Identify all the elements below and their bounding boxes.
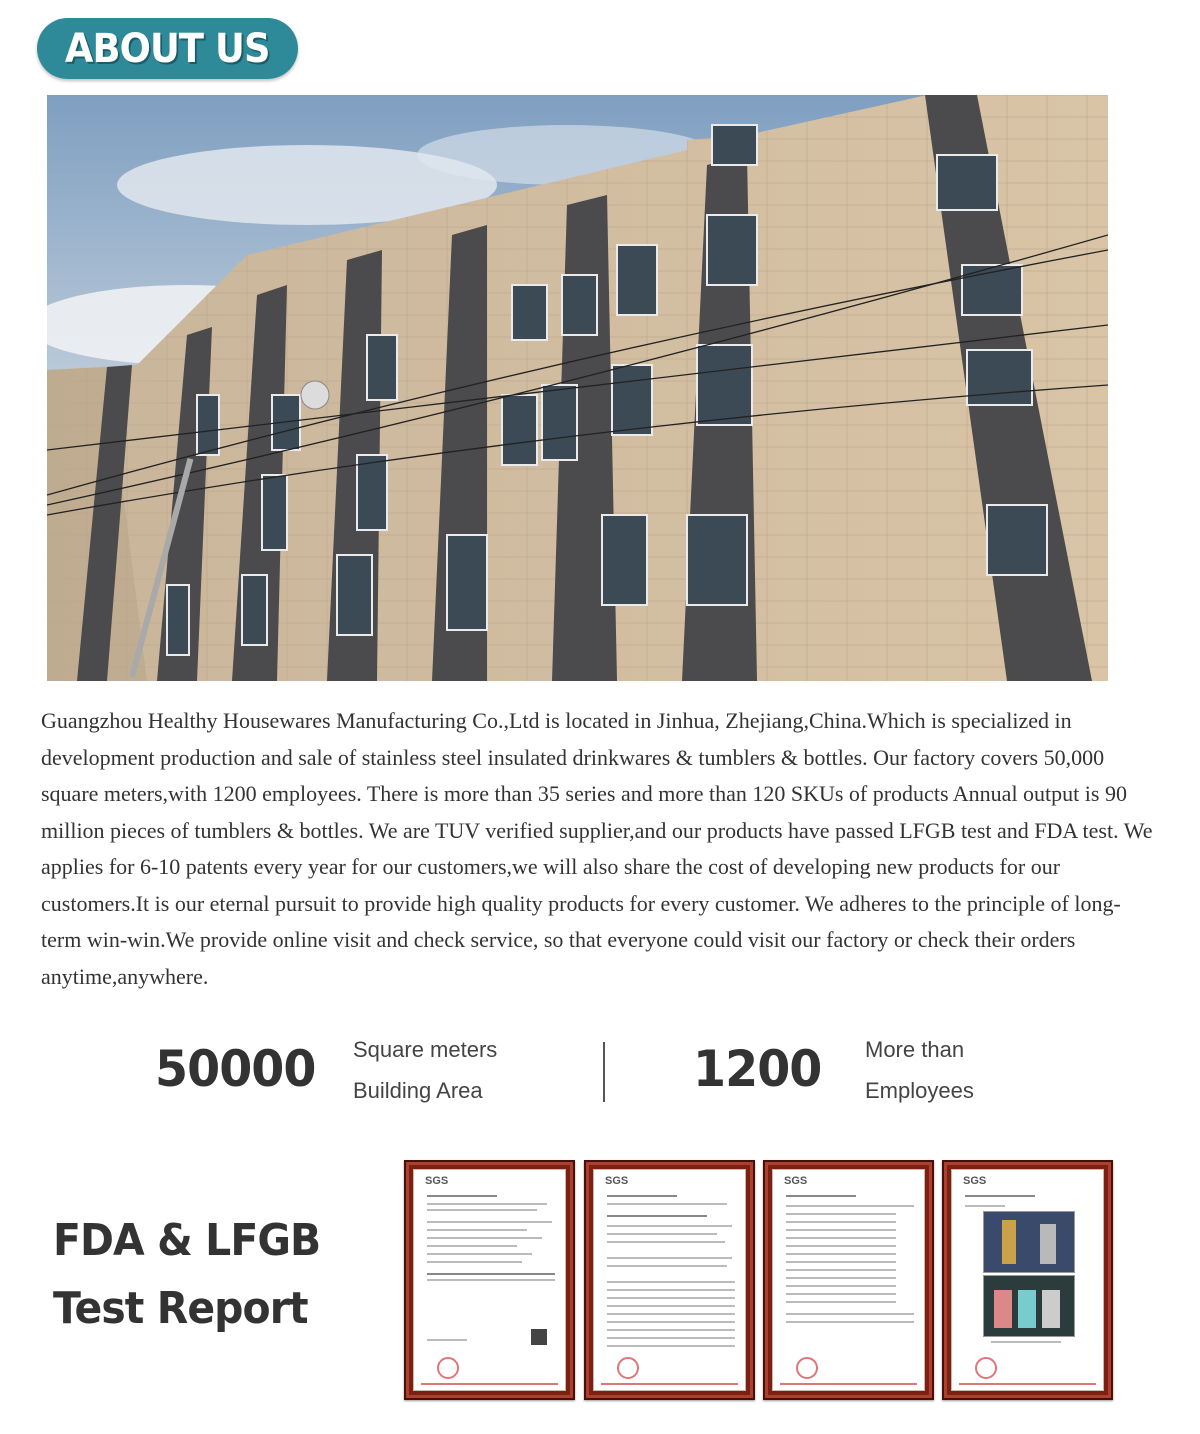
report-title-line2: Test Report: [53, 1283, 308, 1334]
stats-divider: [603, 1042, 605, 1102]
sgs-logo: SGS: [784, 1175, 808, 1187]
company-description: Guangzhou Healthy Housewares Manufacturing Co.,Ltd is located in Jinhua, Zhejiang,China.Which is specialized in development production and sale of stainless steel insulated drinkwares & tumblers & bottles. Our factory covers 50,000 square meters,with 1200 employees. There is more than 35 series and more than 120 SKUs of products Annual output is 90 million pieces of tumblers & bottles. We are TUV verified supplier,and our products have passed LFGB test and FDA test. We applies for 6-10 patents every year for our customers,we will also share the cost of developing new products for our customers.It is our eternal pursuit to provide high quality products for every customer. We adheres to the principle of long-term win-win.We provide online visit and check service, so that everyone could visit our factory or check their orders anytime,anywhere.: [41, 708, 1153, 989]
stat-employees-number: 1200: [693, 1040, 822, 1098]
about-us-badge: [37, 18, 298, 79]
stat-employees-line1: More than: [865, 1037, 965, 1062]
sgs-logo: SGS: [605, 1175, 629, 1187]
certificate-frame: [404, 1160, 575, 1400]
stat-area-line2: Building Area: [353, 1078, 483, 1103]
sgs-logo: SGS: [425, 1175, 449, 1187]
certificate-frame: [942, 1160, 1113, 1400]
stat-employees-line2: Employees: [865, 1078, 974, 1103]
factory-photo: [47, 95, 1108, 681]
stat-area-number: 50000: [155, 1040, 316, 1098]
certificate-frame: [763, 1160, 934, 1400]
report-title-line1: FDA & LFGB: [53, 1215, 321, 1266]
stat-area-line1: Square meters: [353, 1037, 498, 1062]
about-us-title: ABOUT US: [65, 25, 270, 72]
sgs-logo: SGS: [963, 1175, 987, 1187]
product-photo: [983, 1211, 1075, 1273]
certificate-frame: [584, 1160, 755, 1400]
product-photo: [983, 1275, 1075, 1337]
